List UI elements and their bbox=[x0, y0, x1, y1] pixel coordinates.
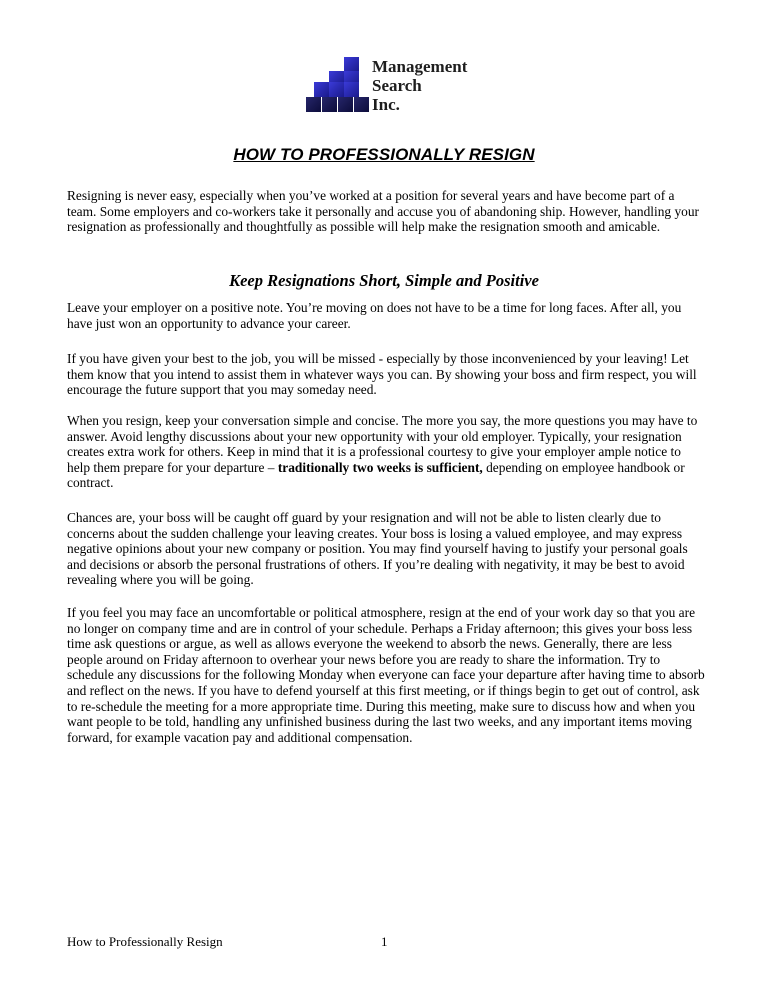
paragraph-3-text-start: When you resign, keep your conversation simple and concise. The more you say, the more questions you may have to answer. Avoid lengthy discussions about your new opportunity with your old employer. Typically, your resignation creates extra work for others. Keep in mind that it is a professional courtesy to give your employer ample notice to help them prepare for your departure – bbox=[67, 413, 698, 475]
logo-block bbox=[329, 82, 344, 97]
footer-page-number: 1 bbox=[381, 934, 388, 949]
section-heading: Keep Resignations Short, Simple and Positive bbox=[229, 271, 539, 290]
logo-line-3: Inc. bbox=[372, 95, 400, 114]
paragraph-5: If you feel you may face an uncomfortable or political atmosphere, resign at the end of your work day so that you are no longer on company time and are in control of your schedule. Perhaps a Friday afternoon; this gives your boss less time ask questions or argue, as well as allows everyone the weekend to absorb the news. Generally, there are less people around on Friday afternoon to overhear your news before you are ready to share the information. Try to schedule any discussions for the following Monday when everyone can face your departure after having time to absorb and reflect on the news. If you have to defend yourself at this first meeting, or if things begin to get out of control, ask to re-schedule the meeting for a more appropriate time. During this meeting, make sure to discuss how and when you want people to be told, handling any unfinished business during the last two weeks, and any important items moving forward, for example vacation pay and additional compensation. bbox=[67, 605, 705, 745]
logo-line-1: Management bbox=[372, 57, 468, 76]
logo-block bbox=[344, 82, 359, 97]
paragraph-1: Leave your employer on a positive note. You’re moving on does not have to be a time for long faces. After all, you have just won an opportunity to advance your career. bbox=[67, 300, 682, 331]
logo-wordmark bbox=[372, 57, 467, 114]
logo-line-2: Search bbox=[372, 76, 422, 95]
document-title: HOW TO PROFESSIONALLY RESIGN bbox=[233, 145, 535, 164]
logo-block bbox=[314, 82, 329, 97]
logo-block bbox=[306, 97, 321, 112]
logo-block bbox=[322, 97, 337, 112]
paragraph-2: If you have given your best to the job, you will be missed - especially by those inconvenienced by your leaving! Let them know that you intend to assist them in whatever ways you can. By showing your boss and firm respect, you will encourage the future support that you may someday need. bbox=[67, 351, 697, 398]
paragraph-3 bbox=[67, 413, 707, 491]
footer-document-title: How to Professionally Resign bbox=[67, 934, 223, 949]
company-logo bbox=[306, 57, 496, 117]
logo-block bbox=[354, 97, 369, 112]
paragraph-4: Chances are, your boss will be caught off guard by your resignation and will not be able to listen clearly due to concerns about the sudden challenge your leaving creates. Your boss is losing a valued employee, and may express negative opinions about your new company or position. You may find yourself having to justify your personal goals and decisions or absorb the personal frustrations of others. If you’re dealing with negativity, it may be best to avoid revealing where you will be going. bbox=[67, 510, 688, 588]
paragraph-3-text-end: depending on employee handbook or contract. bbox=[67, 459, 685, 491]
notice-period-emphasis: traditionally two weeks is sufficient, bbox=[277, 459, 483, 475]
logo-block bbox=[338, 97, 353, 112]
logo-block bbox=[344, 57, 359, 72]
intro-paragraph: Resigning is never easy, especially when you’ve worked at a position for several years and have become part of a team. Some employers and co-workers take it personally and accuse you of abandoning ship. However, handling your resignation as professionally and thoughtfully as possible will help make the resignation smooth and amicable. bbox=[67, 188, 699, 235]
